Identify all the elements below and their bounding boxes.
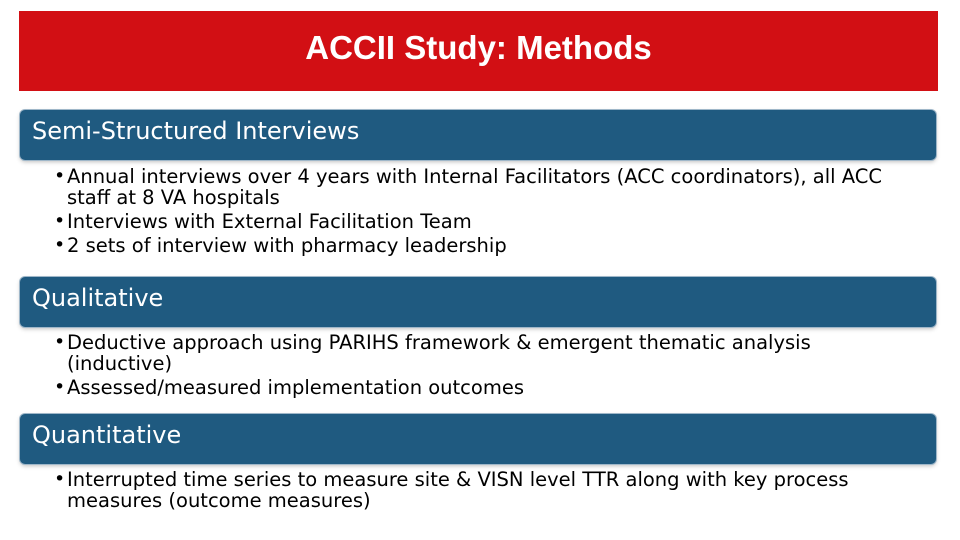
section-header-interviews	[20, 110, 936, 160]
list-item	[32, 166, 912, 208]
list-item	[32, 332, 912, 374]
section-header-quantitative	[20, 414, 936, 464]
bullet-text: Interviews with External Facilitation Team	[67, 210, 472, 233]
bullet-dot-icon: •	[54, 376, 66, 398]
list-item	[32, 235, 912, 256]
bullet-text: Deductive approach using PARIHS framework & emergent thematic analysis (inductive)	[67, 331, 811, 375]
list-item	[32, 211, 912, 232]
section-title: Quantitative	[32, 421, 182, 449]
interviews-bullet-list	[32, 166, 912, 259]
list-item	[32, 377, 912, 398]
bullet-dot-icon: •	[54, 234, 66, 256]
section-header-qualitative	[20, 277, 936, 327]
list-item	[32, 469, 912, 511]
slide-title: ACCII Study: Methods	[305, 29, 652, 66]
bullet-text: Annual interviews over 4 years with Internal Facilitators (ACC coordinators), all ACC staff at 8 VA hospitals	[67, 165, 883, 209]
quantitative-bullet-list	[32, 469, 912, 514]
section-title: Qualitative	[32, 284, 164, 312]
bullet-dot-icon: •	[54, 331, 66, 353]
bullet-text: 2 sets of interview with pharmacy leadership	[67, 234, 507, 257]
title-banner	[19, 11, 938, 91]
qualitative-bullet-list	[32, 332, 912, 401]
bullet-text: Interrupted time series to measure site & VISN level TTR along with key process measures (outcome measures)	[67, 468, 849, 512]
section-title: Semi-Structured Interviews	[32, 117, 360, 145]
bullet-text: Assessed/measured implementation outcomes	[67, 376, 524, 399]
bullet-dot-icon: •	[54, 468, 66, 490]
bullet-dot-icon: •	[54, 165, 66, 187]
bullet-dot-icon: •	[54, 210, 66, 232]
